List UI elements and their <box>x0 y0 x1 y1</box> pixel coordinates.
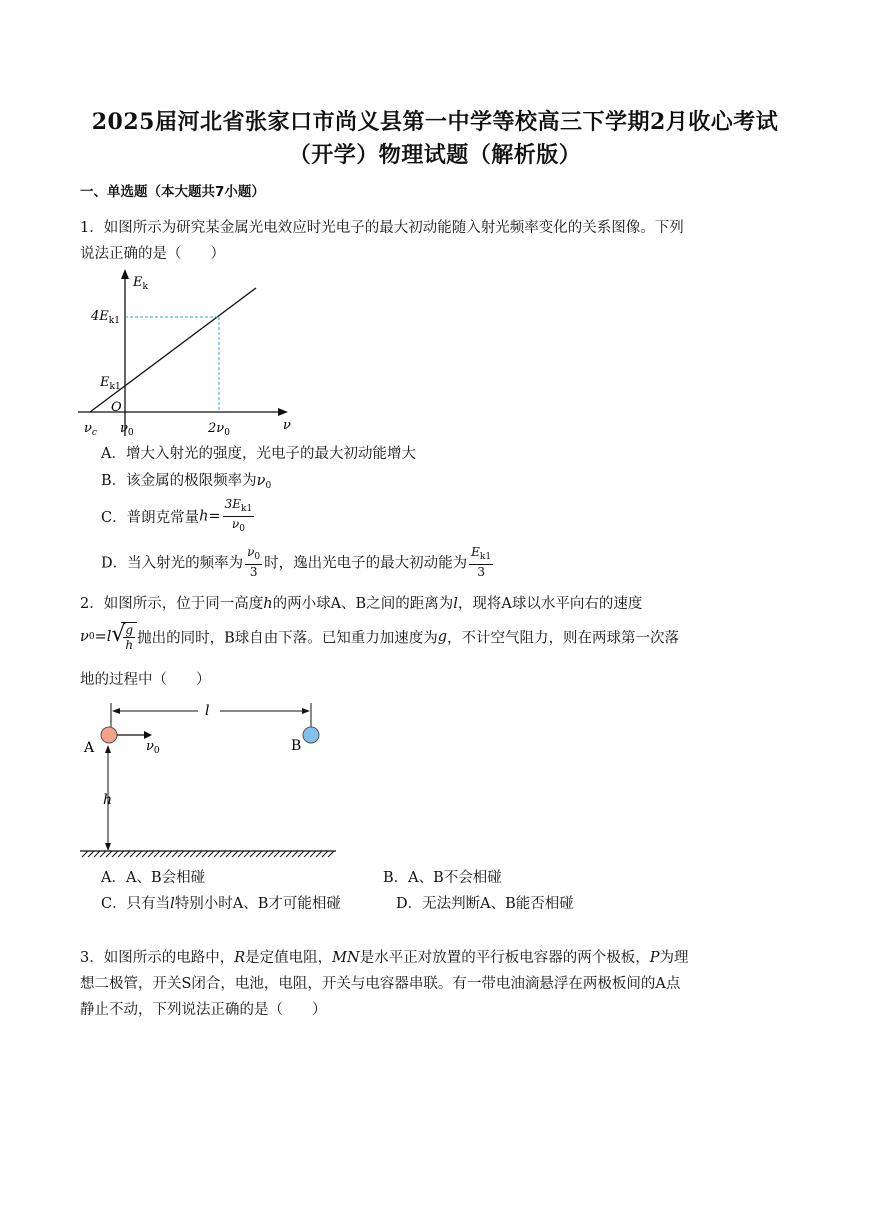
x-label-vc: $\nu_c$ <box>84 421 97 438</box>
q2-stem-line1: 2．如图所示，位于同一高度h的两小球A、B之间的距离为l，现将A球以水平向右的速度 <box>80 596 643 612</box>
ek-line <box>90 288 256 412</box>
velocity-label: $\nu_0$ <box>146 739 160 756</box>
q1-option-d: D．当入射光的频率为 $\frac{\nu_0}{3}$ 时，逸出光电子的最大初动能为 $\frac{E_{k1}}{3}$ <box>101 545 492 579</box>
ball-b <box>303 727 319 743</box>
q3-stem-line1: 3．如图所示的电路中，R是定值电阻，MN是水平正对放置的平行板电容器的两个极板，P为理 <box>80 950 689 966</box>
q2-figure <box>78 695 343 860</box>
y-axis-label: $E_k$ <box>133 275 148 292</box>
q2-option-d: D．无法判断A、B能否相碰 <box>396 896 574 912</box>
q1-stem-line2: 说法正确的是（ ） <box>80 246 225 262</box>
sqrt-g-over-h: √ $\frac{g}{h}$ <box>111 622 137 652</box>
ground-hatch <box>82 851 334 857</box>
q1-stem-line1: 1．如图所示为研究某金属光电效应时光电子的最大初动能随入射光频率变化的关系图像。下列 <box>80 220 684 236</box>
q2-option-b: B．A、B不会相碰 <box>383 870 502 886</box>
q2-option-c: C．只有当l特别小时A、B才可能相碰 <box>101 896 341 912</box>
ball-a-label: A <box>84 740 95 756</box>
q1-option-a: A．增大入射光的强度，光电子的最大初动能增大 <box>101 446 416 462</box>
ball-a <box>101 727 117 743</box>
q1-graph <box>78 266 298 440</box>
q3-stem-line3: 静止不动，下列说法正确的是（ ） <box>80 1002 327 1018</box>
x-axis-label: ν <box>283 418 291 433</box>
ball-b-label: B <box>291 738 302 754</box>
height-label-h: h <box>103 792 113 808</box>
q3-stem-line2: 想二极管，开关S闭合，电池，电阻，开关与电容器串联。有一带电油滴悬浮在两极板间的A点 <box>80 976 681 992</box>
document-title-line2: （开学）物理试题（解析版） <box>288 142 582 168</box>
origin-label: O <box>111 400 122 415</box>
x-label-2v0: $2\nu_0$ <box>208 421 230 438</box>
y-tick-ek1: $E_{k1}$ <box>100 375 121 392</box>
q2-option-a: A．A、B会相碰 <box>101 870 206 886</box>
x-label-v0: $\nu_0$ <box>120 421 134 438</box>
q1-option-b: B．该金属的极限频率为$\nu_0$ <box>101 473 272 491</box>
y-tick-4ek1: $4E_{k1}$ <box>91 309 120 326</box>
q2-stem-line2: ν0=l √ $\frac{g}{h}$ 抛出的同时，B球自由下落。已知重力加速度为g，不计空气阻力，则在两球第一次落 <box>80 622 680 652</box>
section-heading: 一、单选题（本大题共7小题） <box>80 184 265 200</box>
distance-label-l: l <box>205 703 210 719</box>
q2-stem-line3: 地的过程中（ ） <box>80 672 211 688</box>
document-title-line1: 2025届河北省张家口市尚义县第一中学等校高三下学期2月收心考试 <box>91 109 779 135</box>
q1-option-c: C．普朗克常量h= $\frac{3E_{k1}}{\nu_0}$ <box>101 497 253 534</box>
